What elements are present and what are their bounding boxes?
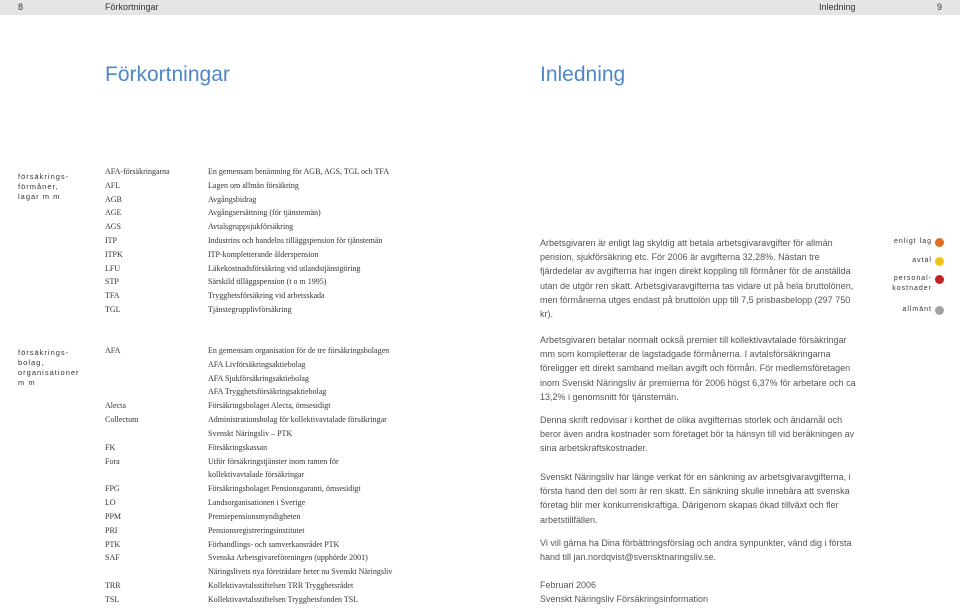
abbreviation: PTK (105, 539, 121, 549)
abbreviation-row (0, 484, 520, 497)
abbreviation-definition: AFA Livförsäkringsaktiebolag (208, 359, 306, 369)
abbreviation-row (0, 374, 520, 387)
page-title-left: Förkortningar (105, 63, 230, 86)
section-label-line: försäkrings- (18, 172, 70, 181)
abbreviation-definition: Utför försäkringstjänster inom ramen för (208, 456, 339, 466)
abbreviation-definition: Svenskt Näringsliv – PTK (208, 428, 293, 438)
abbreviation-row (0, 208, 520, 221)
section-label-line: m m (18, 378, 36, 387)
legend-dot-grey-icon (935, 306, 944, 315)
abbreviation-row (0, 470, 520, 483)
abbreviation-row (0, 457, 520, 470)
abbreviation-row (0, 195, 520, 208)
abbreviation-definition: Lagen om allmän försäkring (208, 180, 299, 190)
abbreviation: TRR (105, 581, 121, 591)
abbreviation-definition: Försäkringsbolaget Alecta, ömsesidigt (208, 401, 331, 411)
right-page-number: 9 (937, 2, 943, 12)
abbreviation-definition: Kollektivavtalsstiftelsen Trygghetsfonden TSL (208, 594, 359, 604)
abbreviation-definition: En gemensam benämning för AGB, AGS, TGL och TFA (208, 167, 390, 176)
abbreviation: LO (105, 498, 116, 508)
right-running-title: Inledning (819, 2, 856, 12)
date-line: Februari 2006 (540, 580, 597, 590)
abbreviation-row (0, 415, 520, 428)
abbreviation: Fora (105, 456, 120, 466)
paragraph-tax-reduction: Svenskt Näringsliv har länge verkat för en sänkning av arbetsgivaravgifterna, i första hand den del som är ren skatt. En sänkning skulle innebära att svenska företag blir mer konkurrenskraftiga. Därigenom skapas ökad tillväxt och fler arbetstillfällen. (540, 472, 851, 525)
abbreviation-row (0, 277, 520, 290)
abbreviation-row (0, 498, 520, 511)
abbreviation-definition: Premiepensionsmyndigheten (208, 511, 301, 521)
abbreviation-definition: Tjänstegrupplivförsäkring (208, 305, 292, 314)
paragraph-overview: Denna skrift redovisar i korthet de olika avgifternas storlek och ändamål och beror även andra kostnader som företaget bör ta hänsyn till vid beräkningen av sina arbetskraftskostnader. (540, 415, 855, 454)
abbreviation: FK (105, 442, 116, 452)
abbreviation: ITP (105, 236, 117, 245)
abbreviation: TSL (105, 594, 120, 604)
paragraph-contract-premiums: Arbetsgivaren betalar normalt också premier till kollektivavtalade försäkringar mm som kompletterar de lagstadgade förmånerna. I avtalsförsäkringarna föreligger ett direkt samband mellan avgift och förmån. För medlemsföretagen inom Svenskt Näringsliv är premierna för 2006 högst 6,37% för arbetare och ca 13,2% i genomsnitt för tjänstemän. (540, 335, 856, 402)
abbreviation-definition: ITP-kompletterande ålderspension (208, 249, 319, 259)
abbreviation-definition: Försäkringskassan (208, 442, 268, 452)
section-label-line: förmåner, (18, 182, 59, 191)
legend-enligt-lag (860, 237, 960, 249)
abbreviation: AGE (105, 208, 122, 218)
abbreviation-definition: Avgångsersättning (för tjänstemän) (208, 208, 321, 218)
abbreviation: AGB (105, 194, 122, 204)
abbreviation-row (0, 567, 520, 580)
abbreviation-definition: Pensionsregistreringsinstitutet (208, 525, 305, 535)
abbreviation-row (0, 360, 520, 373)
abbreviation: FPG (105, 484, 120, 494)
legend-label: enligt lag (893, 238, 932, 245)
abbreviation-row (0, 540, 520, 553)
abbreviation-definition: En gemensam organisation för de tre försäkringsbolagen (208, 346, 390, 355)
section-label-line: lagar m m (18, 192, 61, 201)
abbreviation-definition: AFA Sjukförsäkringsaktiebolag (208, 373, 309, 383)
section-label-line: försäkrings- (18, 348, 70, 357)
abbreviation-row (0, 236, 520, 249)
abbreviation: AFA (105, 346, 121, 355)
abbreviation-definition: Industrins och handelns tilläggspension för tjänstemän (208, 236, 383, 245)
abbreviation-row (0, 250, 520, 263)
abbreviation-definition: Trygghetsförsäkring vid arbetsskada (208, 291, 325, 301)
legend-dot-orange-icon (935, 238, 944, 247)
legend-label: avtal (912, 257, 932, 264)
section-label-line: bolag, (18, 358, 45, 367)
abbreviation: TGL (105, 305, 121, 314)
abbreviation-definition: AFA Trygghetsförsäkringsaktiebolag (208, 387, 327, 397)
abbreviation-definition: Särskild tilläggspension (t o m 1995) (208, 277, 327, 287)
left-running-title: Förkortningar (105, 2, 159, 12)
abbreviation-row (0, 581, 520, 594)
abbreviation-row (0, 401, 520, 414)
abbreviation: TFA (105, 291, 120, 301)
abbreviation-row (0, 167, 520, 180)
abbreviation-definition: Läkekostnadsförsäkring vid utlandstjänstgöring (208, 263, 361, 273)
abbreviation-definition: Förhandlings- och samverkansrådet PTK (208, 539, 340, 549)
legend-label: personal- kostnader (892, 275, 932, 292)
abbreviation: AGS (105, 222, 122, 232)
abbreviation: AFA-försäkringarna (105, 167, 170, 176)
abbreviation: Collectum (105, 415, 139, 425)
paragraph-statutory-fees: Arbetsgivaren är enligt lag skyldig att betala arbetsgivaravgifter för allmän pension, sjukförsäkring etc. För 2006 är avgifterna 32,28%. Nästan tre fjärdedelar av avgifterna har ingen direkt koppling till förmåner för de anställda utan de utgör ren skatt. Arbetsgivaravgifterna tas vidare ut på hela bruttolönen, men förmånerna utges endast på bruttolön upp till 7,5 prisbasbelopp (297 750 kr). (540, 238, 854, 320)
abbreviation-row (0, 512, 520, 525)
abbreviation-definition: Avgångsbidrag (208, 194, 257, 204)
abbreviation-definition: Administrationsbolag för kollektivavtalade försäkringar (208, 415, 387, 425)
page-title-right: Inledning (540, 63, 626, 86)
abbreviation-definition: kollektivavtalade försäkringar (208, 470, 305, 480)
abbreviation-row (0, 387, 520, 400)
abbreviation-row (0, 222, 520, 235)
abbreviation-row (0, 264, 520, 277)
abbreviation-row (0, 305, 520, 318)
abbreviation-definition: Näringslivets nya företrädare heter nu Svenskt Näringsliv (208, 567, 393, 577)
abbreviation-definition: Svenska Arbetsgivareföreningen (upphörde 2001) (208, 553, 368, 563)
page-header (0, 0, 960, 15)
abbreviation-row (0, 429, 520, 442)
abbreviation-row (0, 291, 520, 304)
legend-dot-red-icon (935, 275, 944, 284)
abbreviation-definition: Avtalsgruppsjukförsäkring (208, 222, 294, 232)
section-label-line: organisationer (18, 368, 80, 377)
legend-avtal (860, 256, 960, 268)
abbreviation: LFU (105, 263, 121, 273)
abbreviation: Alecta (105, 401, 126, 411)
abbreviation: PPM (105, 511, 122, 521)
abbreviation-definition: Landsorganisationen i Sverige (208, 498, 306, 508)
legend-label: allmänt (902, 306, 932, 313)
abbreviation-row (0, 553, 520, 566)
legend-dot-yellow-icon (935, 257, 944, 266)
abbreviation: ITPK (105, 249, 123, 259)
abbreviation-row (0, 346, 520, 359)
legend-allmant (860, 305, 960, 317)
abbreviation-row (0, 443, 520, 456)
legend-personalkostnader (860, 274, 960, 296)
paragraph-contact: Vi vill gärna ha Dina förbättringsförslag och andra synpunkter, vänd dig i första hand till jan.nordqvist@svensktnaringsliv.se. (540, 538, 852, 563)
abbreviation: PRI (105, 525, 118, 535)
abbreviation: STP (105, 277, 119, 287)
abbreviation: AFL (105, 180, 121, 190)
abbreviation-row (0, 526, 520, 539)
left-page-number: 8 (18, 2, 24, 12)
abbreviation-row (0, 181, 520, 194)
abbreviation-definition: Kollektivavtalsstiftelsen TRR Trygghetsrådet (208, 581, 354, 591)
abbreviation: SAF (105, 553, 120, 563)
publisher-line: Svenskt Näringsliv Försäkringsinformation (540, 594, 709, 604)
abbreviation-definition: Försäkringsbolaget Pensionsgaranti, ömsesidigt (208, 484, 361, 494)
